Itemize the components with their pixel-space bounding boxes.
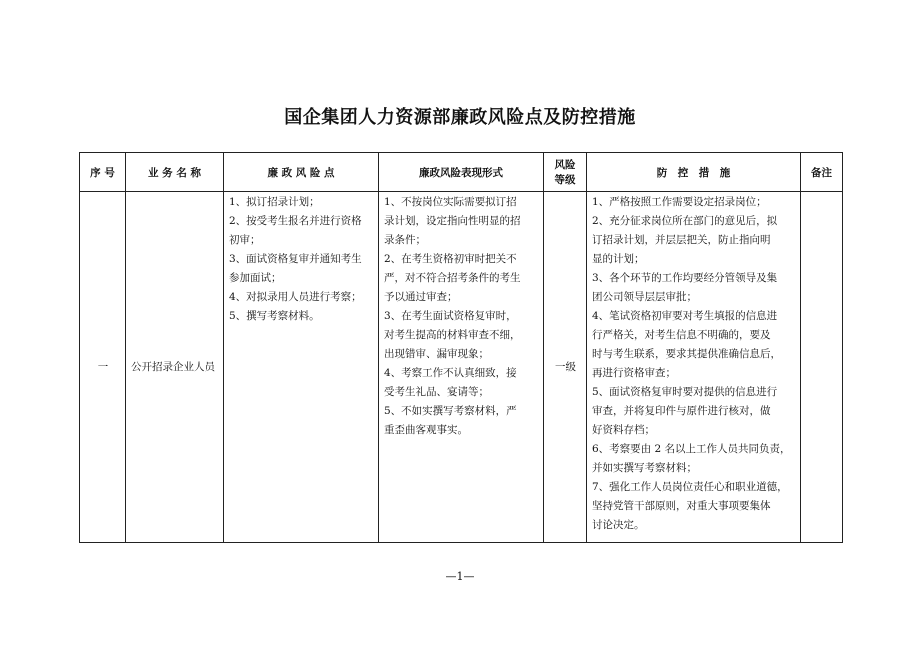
risk-form-line: 受考生礼品、宴请等；: [384, 386, 489, 398]
risk-form-line: 对考生提高的材料审查不细，: [384, 329, 521, 341]
cell-risk-points: [224, 192, 379, 543]
risk-point-line: 1、拟订招录计划；: [229, 196, 320, 208]
cell-seq: 一: [80, 192, 126, 543]
cell-risk-forms: [379, 192, 544, 543]
measure-line: 时与考生联系，要求其提供准确信息后，: [592, 348, 781, 360]
risk-point-line: 初审；: [229, 234, 261, 246]
measure-line: 2、充分征求岗位所在部门的意见后，拟: [592, 215, 778, 227]
risk-form-line: 重歪曲客观事实。: [384, 424, 468, 436]
measure-line: 坚持党管干部原则，对重大事项要集体: [592, 500, 771, 512]
table-header-row: [80, 153, 843, 192]
risk-point-line: 参加面试；: [229, 272, 282, 284]
risk-table: [79, 152, 843, 543]
risk-form-line: 录计划，设定指向性明显的招: [384, 215, 521, 227]
header-risk-point: 廉 政 风 险 点: [224, 153, 379, 192]
measure-line: 7、强化工作人员岗位责任心和职业道德，: [592, 481, 788, 493]
header-business: 业 务 名 称: [126, 153, 224, 192]
measure-line: 4、笔试资格初审要对考生填报的信息进: [592, 310, 778, 322]
risk-form-line: 严，对不符合招考条件的考生: [384, 272, 521, 284]
table-row: [80, 192, 843, 543]
header-risk-level-line-1: 风险: [554, 159, 576, 171]
measure-line: 3、各个环节的工作均要经分管领导及集: [592, 272, 778, 284]
risk-form-line: 1、不按岗位实际需要拟订招: [384, 196, 517, 208]
measure-line: 审查，并将复印件与原件进行核对，做: [592, 405, 771, 417]
risk-form-line: 2、在考生资格初审时把关不: [384, 253, 517, 265]
page-number: —1—: [445, 570, 475, 583]
risk-form-line: 录条件；: [384, 234, 426, 246]
measure-line: 并如实撰写考察材料；: [592, 462, 697, 474]
measure-line: 好资料存档；: [592, 424, 655, 436]
cell-business: 公开招录企业人员: [126, 192, 224, 543]
risk-point-line: 3、面试资格复审并通知考生: [229, 253, 362, 265]
measure-line: 显的计划；: [592, 253, 645, 265]
measure-line: 再进行资格审查；: [592, 367, 676, 379]
measure-line: 讨论决定。: [592, 519, 645, 531]
header-risk-level: [544, 153, 587, 192]
measure-line: 6、考察要由 2 名以上工作人员共同负责，: [592, 443, 791, 455]
risk-form-line: 3、在考生面试资格复审时，: [384, 310, 517, 322]
cell-risk-level: 一级: [544, 192, 587, 543]
header-measures: 防 控 措 施: [587, 153, 801, 192]
risk-form-line: 出现错审、漏审现象；: [384, 348, 489, 360]
cell-measures: [587, 192, 801, 543]
risk-form-line: 5、不如实撰写考察材料，严: [384, 405, 517, 417]
header-risk-form: 廉政风险表现形式: [379, 153, 544, 192]
risk-point-line: 2、按受考生报名并进行资格: [229, 215, 362, 227]
risk-form-line: 予以通过审查；: [384, 291, 458, 303]
cell-remark: [801, 192, 843, 543]
measure-line: 1、严格按照工作需要设定招录岗位；: [592, 196, 767, 208]
measure-line: 行严格关，对考生信息不明确的，要及: [592, 329, 771, 341]
header-remark: 备注: [801, 153, 843, 192]
measure-line: 5、面试资格复审时要对提供的信息进行: [592, 386, 778, 398]
measure-line: 订招录计划，并层层把关，防止指向明: [592, 234, 771, 246]
measure-line: 团公司领导层层审批；: [592, 291, 697, 303]
risk-point-line: 4、对拟录用人员进行考察；: [229, 291, 362, 303]
risk-point-line: 5、撰写考察材料。: [229, 310, 320, 322]
risk-form-line: 4、考察工作不认真细致，接: [384, 367, 517, 379]
header-risk-level-line-2: 等级: [554, 174, 576, 186]
document-title: 国企集团人力资源部廉政风险点及防控措施: [284, 107, 636, 128]
header-seq: 序 号: [80, 153, 126, 192]
